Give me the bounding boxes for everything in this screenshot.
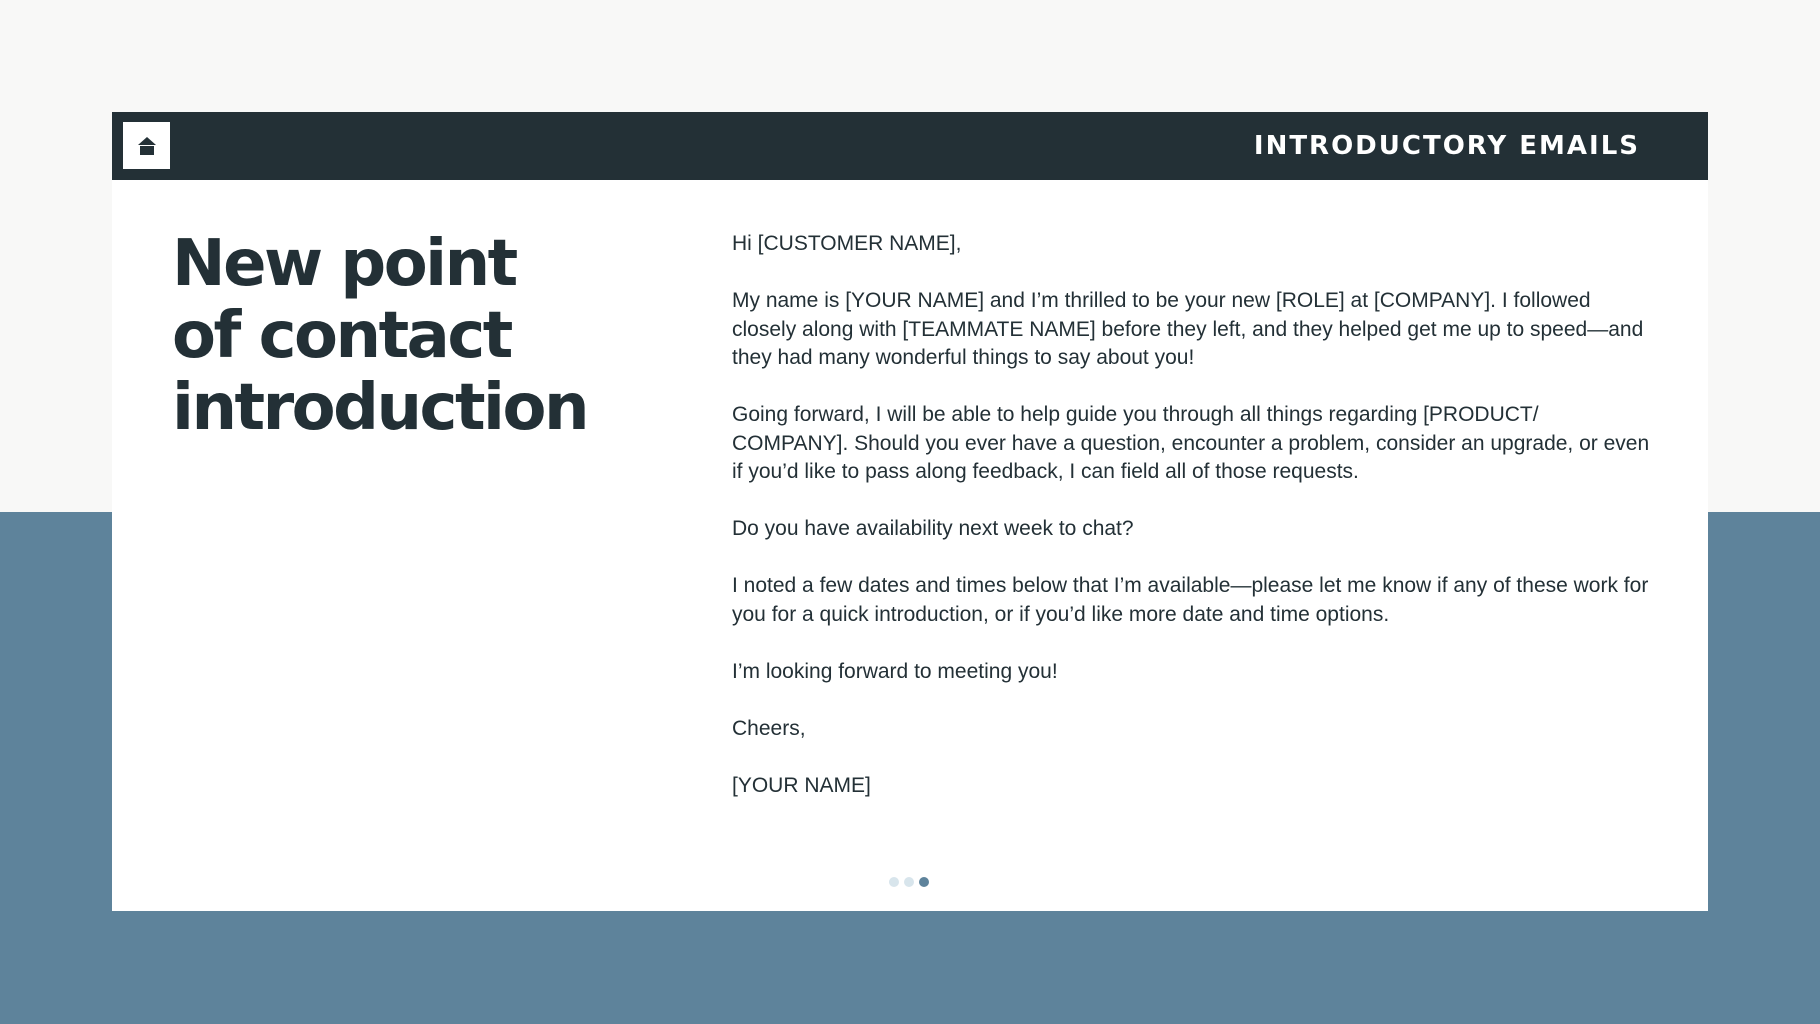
page-title: New point of contact introduction	[172, 227, 587, 445]
header-bar	[112, 112, 1708, 180]
home-icon	[137, 136, 157, 156]
content-card	[112, 112, 1708, 911]
email-paragraph: I’m looking forward to meeting you!	[732, 659, 1058, 683]
email-paragraph: I noted a few dates and times below that I’m available—please let me know if any of these work for you for a quick introduction, or if you’d like more date and time options.	[732, 574, 1649, 626]
email-signature: [YOUR NAME]	[732, 773, 871, 797]
pagination-dot-2[interactable]	[904, 877, 914, 887]
email-greeting: Hi [CUSTOMER NAME],	[732, 232, 962, 255]
email-paragraph: Do you have availability next week to chat?	[732, 517, 1134, 540]
pagination-dot-1[interactable]	[889, 877, 899, 887]
email-template-body	[732, 230, 1652, 800]
home-button[interactable]	[123, 122, 170, 169]
email-signoff: Cheers,	[732, 716, 806, 740]
email-paragraph: My name is [YOUR NAME] and I’m thrilled to be your new [ROLE] at [COMPANY]. I followed closely along with [TEAMMATE NAME] before they left, and they helped get me up to speed—and they had many wonderful things to say about you!	[732, 289, 1644, 369]
email-paragraph: Going forward, I will be able to help guide you through all things regarding [PRODUCT/ COMPANY]. Should you ever have a question, encounter a problem, consider an upgrade, or even if you’d like to pass along feedback, I can field all of those requests.	[732, 403, 1650, 483]
section-title: INTRODUCTORY EMAILS	[1253, 131, 1640, 161]
pagination-dot-3[interactable]	[919, 877, 929, 887]
pagination-dots	[889, 877, 929, 887]
